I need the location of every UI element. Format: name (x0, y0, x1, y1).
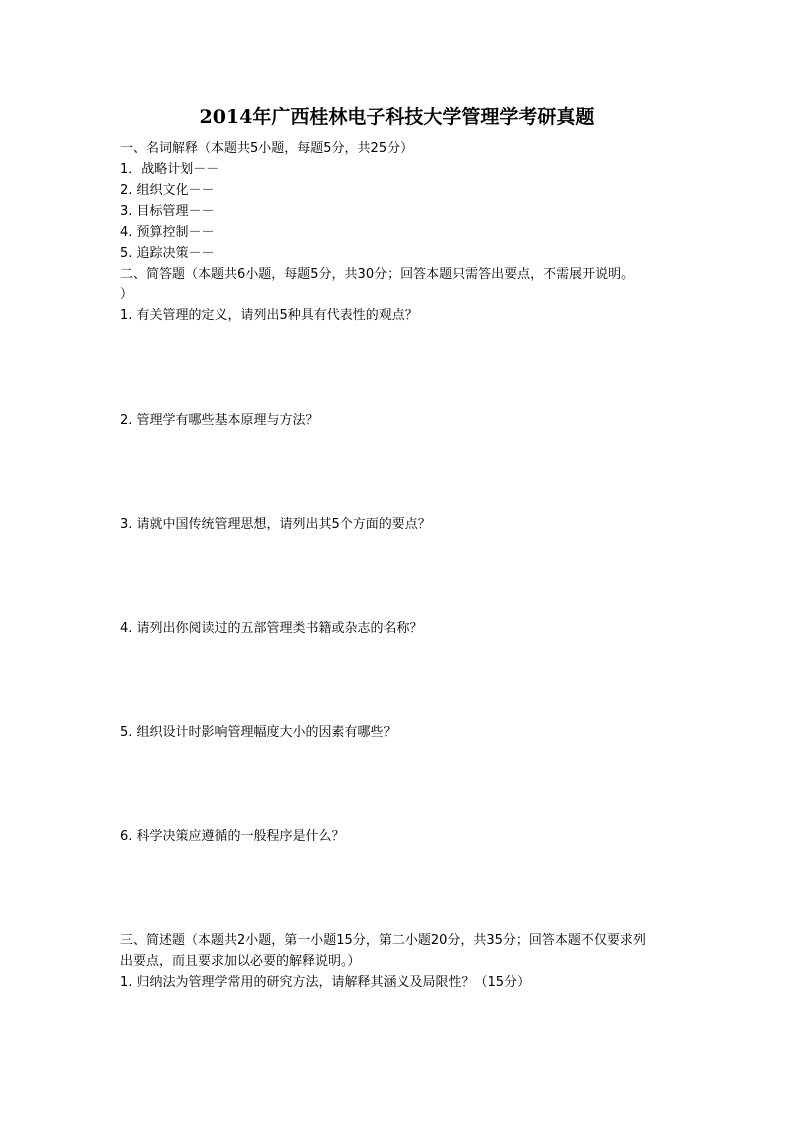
section1-item: 2. 组织文化－－ (120, 183, 215, 198)
section1-item: 1．战略计划－－ (120, 162, 220, 177)
section1-item: 5. 追踪决策－－ (120, 246, 215, 261)
section1-item: 4. 预算控制－－ (120, 225, 215, 240)
section2-heading: 二、简答题（本题共6小题，每题5分，共30分；回答本题只需答出要点，不需展开说明。 (120, 267, 635, 282)
section1-item: 3. 目标管理－－ (120, 204, 215, 219)
section2-question: 2. 管理学有哪些基本原理与方法？ (120, 413, 319, 428)
section2-heading-continuation: ） (120, 287, 134, 302)
section1-heading: 一、名词解释（本题共5小题，每题5分，共25分） (120, 141, 414, 156)
section2-question: 5. 组织设计时影响管理幅度大小的因素有哪些？ (120, 725, 397, 740)
section3-question: 1. 归纳法为管理学常用的研究方法，请解释其涵义及局限性？（15分） (120, 975, 531, 990)
section3-heading-continuation: 出要点，而且要求加以必要的解释说明。） (120, 954, 361, 969)
section2-question: 4. 请列出你阅读过的五部管理类书籍或杂志的名称？ (120, 621, 423, 636)
section2-question: 1. 有关管理的定义，请列出5种具有代表性的观点？ (120, 308, 418, 323)
section2-question: 3. 请就中国传统管理思想，请列出其5个方面的要点？ (120, 517, 431, 532)
section3-heading: 三、简述题（本题共2小题，第一小题15分，第二小题20分，共35分；回答本题不仅要求列 (120, 933, 646, 948)
section2-question: 6. 科学决策应遵循的一般程序是什么？ (120, 829, 345, 844)
document-title: 2014年广西桂林电子科技大学管理学考研真题 (199, 106, 595, 128)
